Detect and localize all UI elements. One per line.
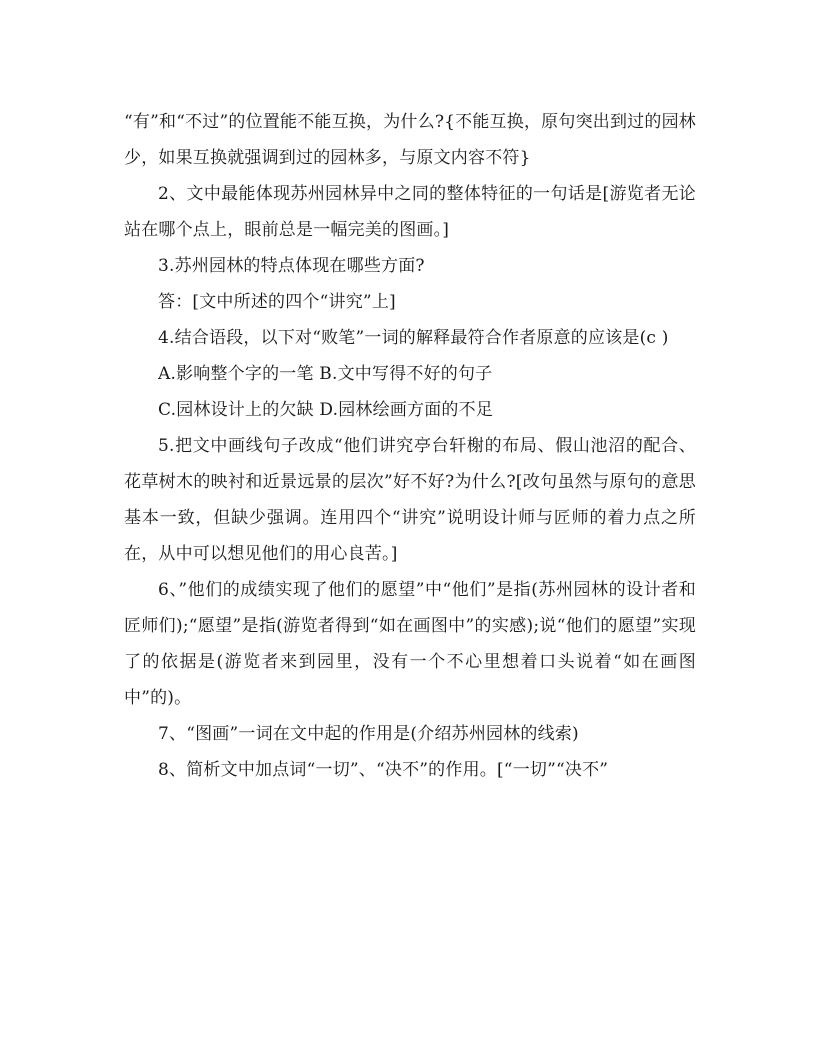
paragraph-options-c-d: C.园林设计上的欠缺 D.园林绘画方面的不足: [158, 400, 494, 420]
paragraph-question-8: 8、简析文中加点词“一切”、“决不”的作用。[“一切”“决不”: [158, 760, 609, 780]
paragraph-question-4: 4.结合语段，以下对“败笔”一词的解释最符合作者原意的应该是(c ): [158, 328, 669, 348]
paragraph-question-5: 5.把文中画线句子改成“他们讲究亭台轩榭的布局、假山池沼的配合、花草树木的映衬和近景远景的层次”好不好?为什么?[改句虽然与原句的意思基本一致，但缺少强调。连用四个“讲究”说明设计师与匠师的着力点之所在，从中可以想见他们的用心良苦。]: [124, 436, 696, 564]
paragraph-options-a-b: A.影响整个字的一笔 B.文中写得不好的句子: [158, 364, 493, 384]
paragraph-question-3: 3.苏州园林的特点体现在哪些方面?: [158, 256, 425, 276]
paragraph-question-7: 7、“图画”一词在文中起的作用是(介绍苏州园林的线索): [158, 724, 579, 744]
paragraph-question-2: 2、文中最能体现苏州园林异中之同的整体特征的一句话是[游览者无论站在哪个点上，眼前总是一幅完美的图画。]: [124, 184, 696, 240]
paragraph-question-6: 6、”他们的成绩实现了他们的愿望”中“他们”是指(苏州园林的设计者和匠师们);“愿望”是指(游览者得到“如在画图中”的实感);说“他们的愿望”实现了的依据是(游览者来到园里，没有一个不心里想着口头说着“如在画图中”的)。: [124, 580, 696, 708]
document-body: [124, 104, 696, 788]
paragraph-question-1-continuation: “有”和“不过”的位置能不能互换，为什么?{不能互换，原句突出到过的园林少，如果互换就强调到过的园林多，与原文内容不符}: [124, 112, 696, 168]
paragraph-answer-3: 答：[文中所述的四个“讲究”上]: [158, 292, 396, 312]
